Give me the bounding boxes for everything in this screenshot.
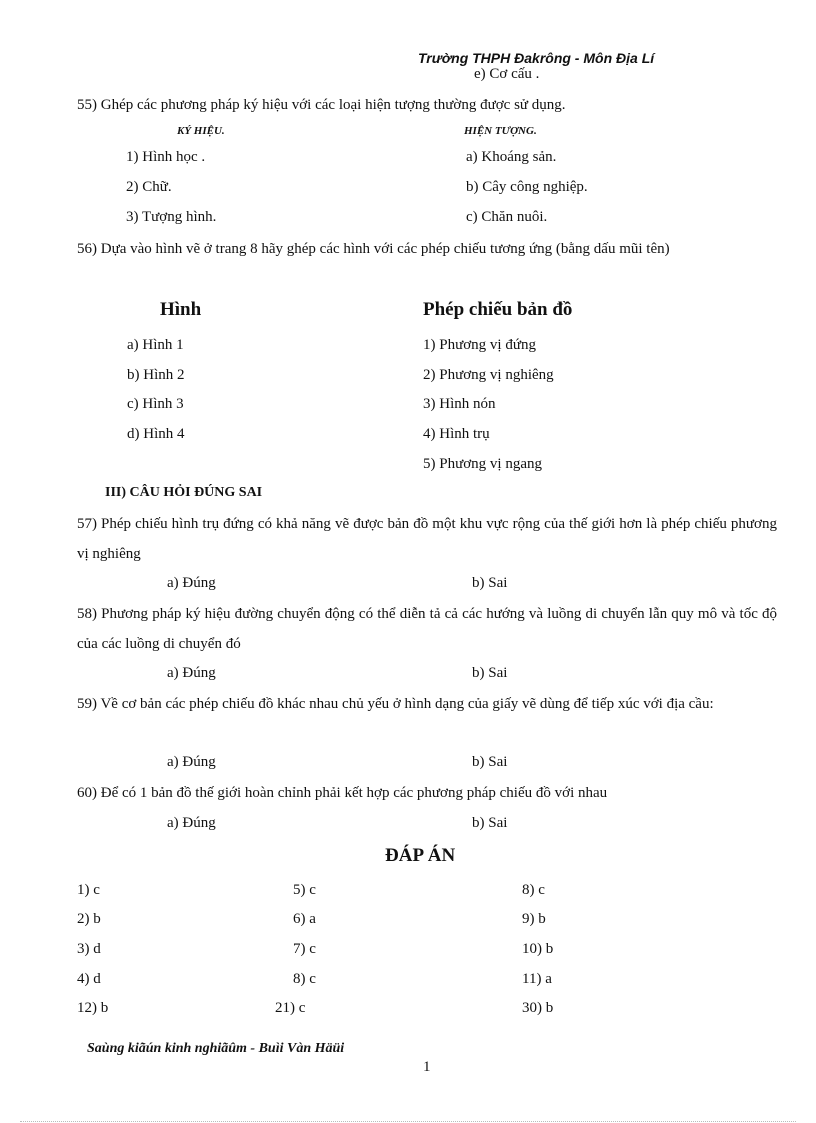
answer-item: 30) b xyxy=(522,1000,554,1016)
q56-left-item: c) Hình 3 xyxy=(127,396,184,412)
question-55: 55) Ghép các phương pháp ký hiệu với các loại hiện tượng thường được sử dụng. xyxy=(77,97,566,113)
answer-item: 7) c xyxy=(293,941,316,957)
q55-right-item: c) Chăn nuôi. xyxy=(466,209,548,225)
school-header: Trường THPH Đakrông - Môn Địa Lí xyxy=(418,50,655,66)
q56-right-item: 1) Phương vị đứng xyxy=(423,337,536,353)
q55-left-item: 3) Tượng hình. xyxy=(126,209,217,225)
option-true: a) Đúng xyxy=(167,575,216,591)
q56-col1-heading: Hình xyxy=(160,299,202,320)
answer-item: 9) b xyxy=(522,911,546,927)
option-true: a) Đúng xyxy=(167,665,216,681)
q55-right-item: a) Khoáng sản. xyxy=(466,149,557,165)
answer-item: 2) b xyxy=(77,911,101,927)
q55-right-item: b) Cây công nghiệp. xyxy=(466,179,588,195)
answer-item: 12) b xyxy=(77,1000,109,1016)
option-false: b) Sai xyxy=(472,754,508,770)
page-number: 1 xyxy=(423,1059,431,1075)
option-false: b) Sai xyxy=(472,815,508,831)
answer-item: 3) d xyxy=(77,941,101,957)
answer-item: 5) c xyxy=(293,882,316,898)
answer-item: 8) c xyxy=(522,882,545,898)
q56-right-item: 3) Hình nón xyxy=(423,396,496,412)
option-true: a) Đúng xyxy=(167,754,216,770)
question-56: 56) Dựa vào hình vẽ ở trang 8 hãy ghép các hình với các phép chiếu tương ứng (bằng dấu mũi tên) xyxy=(77,241,670,257)
page-divider xyxy=(20,1121,796,1122)
q56-right-item: 2) Phương vị nghiêng xyxy=(423,367,554,383)
answer-item: 10) b xyxy=(522,941,554,957)
q55-left-item: 2) Chữ. xyxy=(126,179,172,195)
question-57: 57) Phép chiếu hình trụ đứng có khả năng vẽ được bản đồ một khu vực rộng của thế giới hơn là phép chiếu phương vị nghiêng xyxy=(77,516,777,562)
q55-col2-heading: HIỆN TƯỢNG. xyxy=(464,125,537,137)
question-60: 60) Để có 1 bản đồ thế giới hoàn chỉnh phải kết hợp các phương pháp chiếu đồ với nhau xyxy=(77,785,608,801)
section-title: III) CÂU HỎI ĐÚNG SAI xyxy=(105,485,263,500)
q55-left-item: 1) Hình học . xyxy=(126,149,206,165)
answer-item: 1) c xyxy=(77,882,100,898)
answer-item: 6) a xyxy=(293,911,316,927)
option-false: b) Sai xyxy=(472,575,508,591)
question-58: 58) Phương pháp ký hiệu đường chuyển động có thể diễn tả cả các hướng và luồng di chuyển lẫn quy mô và tốc độ của các luồng di chuyển đó xyxy=(77,606,777,652)
answer-item: 11) a xyxy=(522,971,552,987)
q56-col2-heading: Phép chiếu bản đồ xyxy=(423,299,573,320)
q56-left-item: d) Hình 4 xyxy=(127,426,185,442)
q55-col1-heading: KÝ HIỆU. xyxy=(177,125,225,137)
q56-right-item: 4) Hình trụ xyxy=(423,426,490,442)
question-59: 59) Về cơ bản các phép chiếu đồ khác nhau chủ yếu ở hình dạng của giấy vẽ dùng để tiếp xúc với địa cầu: xyxy=(77,696,714,712)
answer-item: 4) d xyxy=(77,971,101,987)
prev-item: e) Cơ cấu . xyxy=(474,66,540,82)
q56-left-item: b) Hình 2 xyxy=(127,367,185,383)
q56-left-item: a) Hình 1 xyxy=(127,337,184,353)
footer-author: Saùng kiãún kinh nghiãûm - Buìi Vàn Häüi xyxy=(87,1041,345,1056)
option-false: b) Sai xyxy=(472,665,508,681)
option-true: a) Đúng xyxy=(167,815,216,831)
answer-item: 8) c xyxy=(293,971,316,987)
q56-right-item: 5) Phương vị ngang xyxy=(423,456,542,472)
answer-item: 21) c xyxy=(275,1000,306,1016)
answers-title: ĐÁP ÁN xyxy=(385,845,456,866)
